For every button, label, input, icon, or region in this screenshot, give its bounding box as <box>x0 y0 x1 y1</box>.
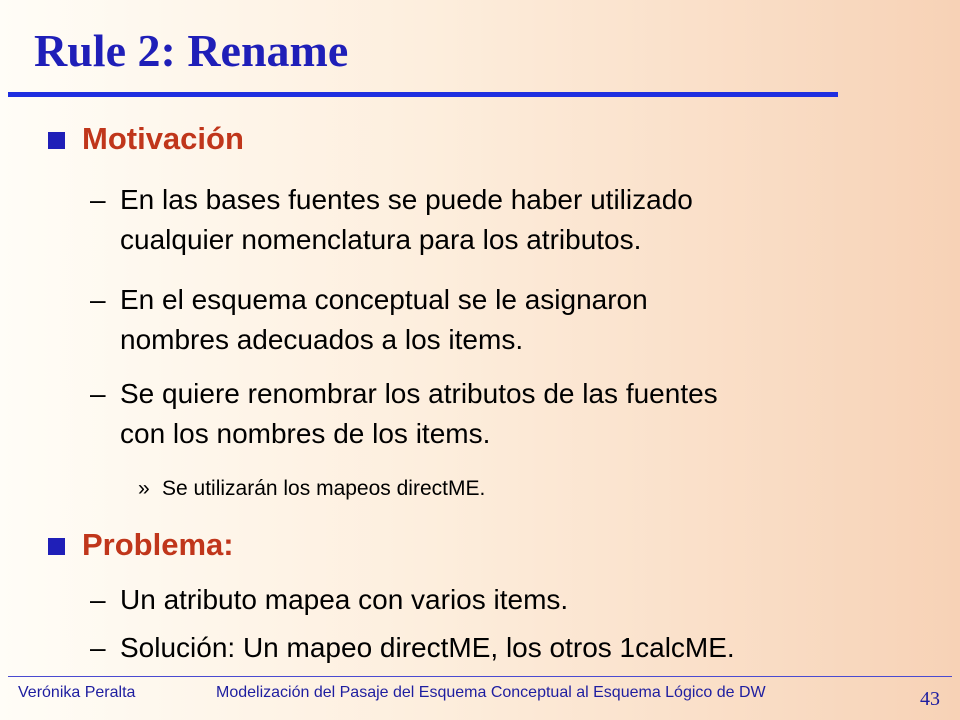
dash-icon: – <box>90 378 106 409</box>
footer-author: Verónika Peralta <box>18 684 136 701</box>
sub-list-item-text: Se utilizarán los mapeos directME. <box>162 477 486 500</box>
title-underline <box>8 92 838 97</box>
list-item <box>90 580 940 620</box>
dash-icon: – <box>90 632 106 663</box>
list-item-line: Un atributo mapea con varios items. <box>120 584 569 615</box>
section-heading-label: Problema: <box>82 527 234 562</box>
list-item-line: Solución: Un mapeo directME, los otros 1calcME. <box>120 632 735 663</box>
slide-title: Rule 2: Rename <box>34 25 349 76</box>
dash-icon: – <box>90 284 106 315</box>
list-item-line: nombres adecuados a los items. <box>120 324 524 355</box>
list-item-line: En el esquema conceptual se le asignaron <box>120 284 648 315</box>
list-item <box>90 280 940 360</box>
bullet-square-icon <box>48 132 65 149</box>
section-heading-motivacion <box>82 122 244 156</box>
chevron-right-icon: » <box>138 477 150 500</box>
list-item-line: En las bases fuentes se puede haber utilizado <box>120 184 693 215</box>
list-item <box>90 374 940 454</box>
list-item-line: cualquier nomenclatura para los atributos. <box>120 224 642 255</box>
section-heading-label: Motivación <box>82 121 244 156</box>
page-number: 43 <box>920 688 940 710</box>
footer-divider <box>8 676 952 677</box>
bullet-square-icon <box>48 538 65 555</box>
list-item <box>90 628 940 668</box>
list-item <box>90 180 940 260</box>
list-item-line: Se quiere renombrar los atributos de las fuentes <box>120 378 718 409</box>
dash-icon: – <box>90 184 106 215</box>
section-heading-problema <box>82 528 234 562</box>
dash-icon: – <box>90 584 106 615</box>
sub-list-item <box>138 476 486 501</box>
list-item-line: con los nombres de los items. <box>120 418 491 449</box>
footer-course-title: Modelización del Pasaje del Esquema Conceptual al Esquema Lógico de DW <box>216 684 766 701</box>
